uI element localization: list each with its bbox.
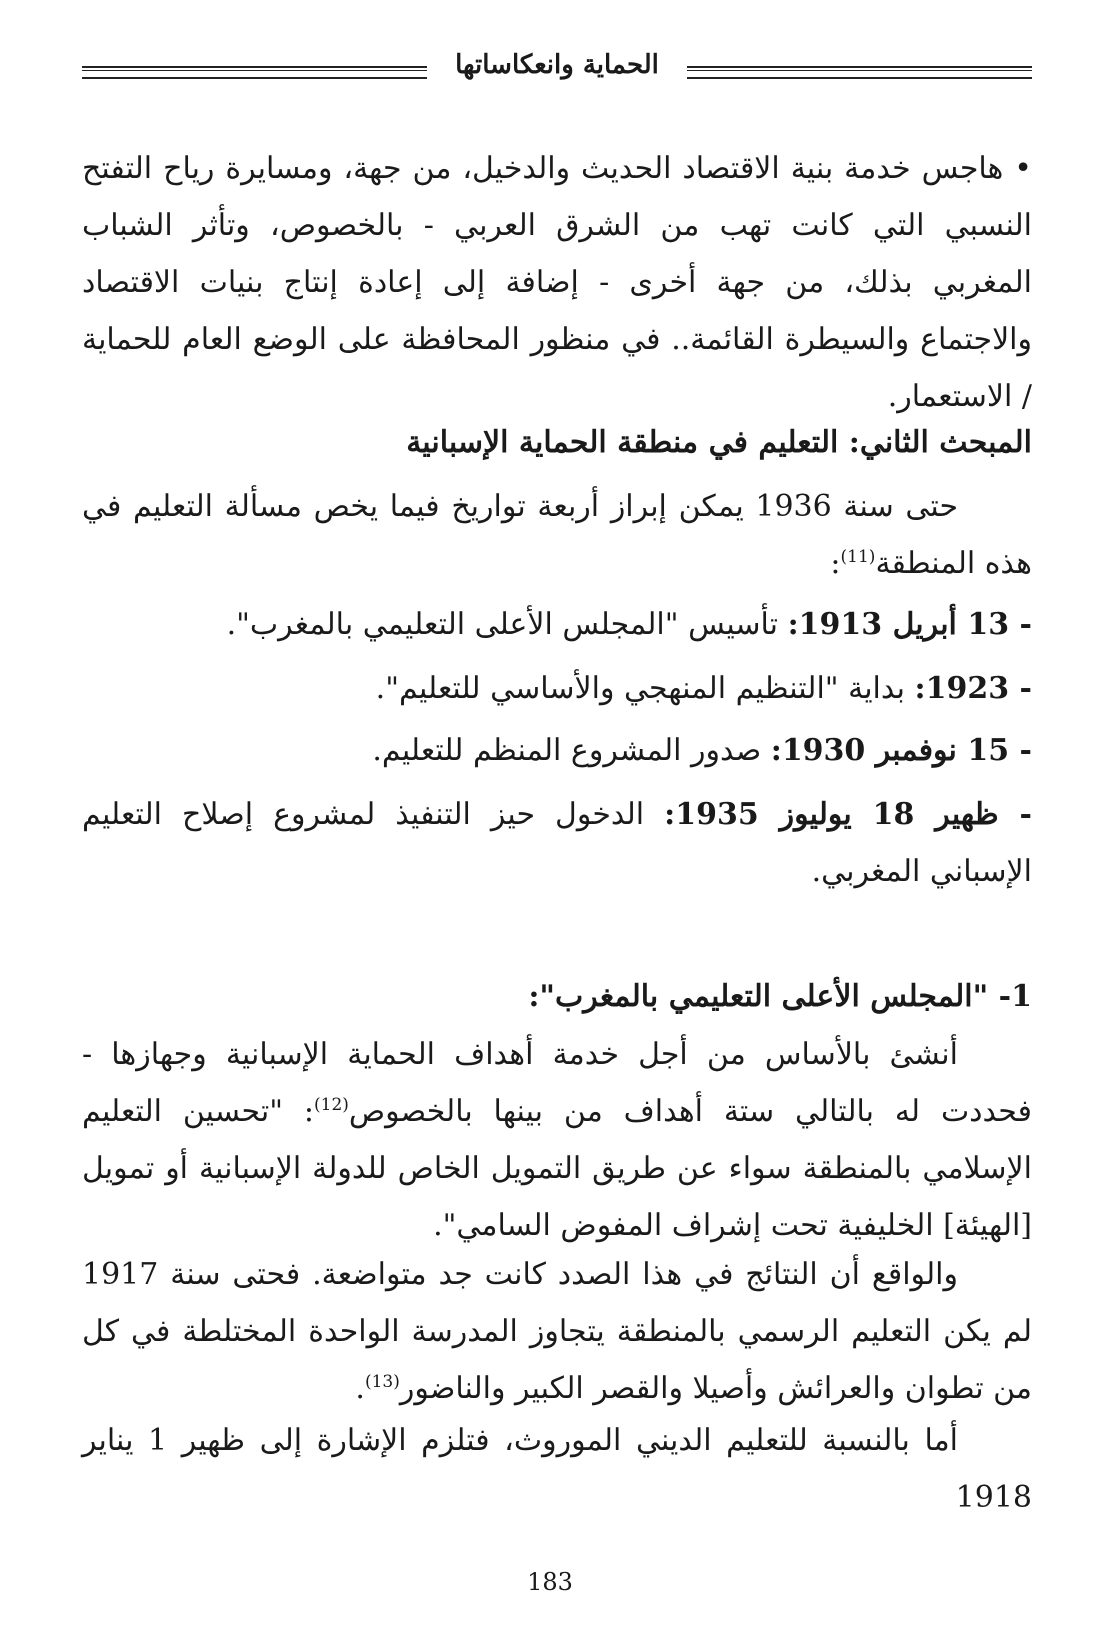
paragraph-results — [82, 1246, 1032, 1417]
subsection-heading: 1- "المجلس الأعلى التعليمي بالمغرب": — [528, 979, 1032, 1014]
header-rule-left — [82, 66, 427, 79]
date-text: تأسيس "المجلس الأعلى التعليمي بالمغرب". — [226, 607, 788, 642]
results-end: . — [355, 1371, 365, 1406]
section-intro — [82, 478, 1032, 592]
running-header — [82, 48, 1032, 88]
footnote-ref-13[interactable]: (13) — [364, 1372, 400, 1392]
date-item-1930 — [82, 722, 1032, 779]
intro-end: : — [830, 546, 841, 581]
date-text: الدخول حيز التنفيذ لمشروع إصلاح التعليم الإسباني المغربي. — [82, 797, 1032, 889]
paragraph-council — [82, 1026, 1032, 1254]
running-header-title: الحماية وانعكاساتها — [455, 50, 659, 80]
council-text-b: : "تحسين التعليم الإسلامي بالمنطقة سواء عن طريق التمويل الخاص للدولة الإسبانية أو تمويل [الهيئة] الخليفية تحت إشراف المفوض السامي". — [82, 1094, 1032, 1243]
date-label: - ظهير 18 يوليوز 1935: — [664, 797, 1033, 832]
date-text: بداية "التنظيم المنهجي والأساسي للتعليم". — [375, 671, 915, 706]
footnote-ref-11[interactable]: (11) — [840, 547, 876, 567]
date-text: صدور المشروع المنظم للتعليم. — [372, 733, 771, 768]
date-label: - 13 أبريل 1913: — [787, 607, 1032, 642]
date-label: - 1923: — [914, 671, 1032, 706]
council-text-a: أنشئ بالأساس من أجل خدمة أهداف الحماية الإسبانية وجهازها - فحددت له بالتالي ستة أهداف من بينها بالخصوص — [82, 1037, 1032, 1129]
paragraph-religious: أما بالنسبة للتعليم الديني الموروث، فتلزم الإشارة إلى ظهير 1 يناير 1918 — [82, 1423, 1032, 1515]
results-text: والواقع أن النتائج في هذا الصدد كانت جد متواضعة. فحتى سنة 1917 لم يكن التعليم الرسمي بالمنطقة يتجاوز المدرسة الواحدة المختلطة في كل من تطوان والعرائش وأصيلا والقصر الكبير والناضور — [82, 1257, 1032, 1406]
date-item-1923 — [82, 660, 1032, 717]
date-item-1913 — [82, 596, 1032, 653]
header-rule-right — [687, 66, 1032, 79]
intro-text: حتى سنة 1936 يمكن إبراز أربعة تواريخ فيما يخص مسألة التعليم في هذه المنطقة — [82, 489, 1032, 581]
date-label: - 15 نوفمبر 1930: — [770, 733, 1032, 768]
paragraph-bullet: • هاجس خدمة بنية الاقتصاد الحديث والدخيل، من جهة، ومسايرة رياح التفتح النسبي التي كانت تهب من الشرق العربي - بالخصوص، وتأثر الشباب المغربي بذلك، من جهة أخرى - إضافة إلى إعادة إنتاج بنيات الاقتصاد والاجتماع والسيطرة القائمة.. في منظور المحافظة على الوضع العام للحماية / الاستعمار. — [82, 151, 1032, 414]
page-number: 183 — [527, 1568, 573, 1596]
footnote-ref-12[interactable]: (12) — [313, 1095, 349, 1115]
section-heading: المبحث الثاني: التعليم في منطقة الحماية الإسبانية — [406, 425, 1032, 460]
date-item-1935 — [82, 786, 1032, 900]
